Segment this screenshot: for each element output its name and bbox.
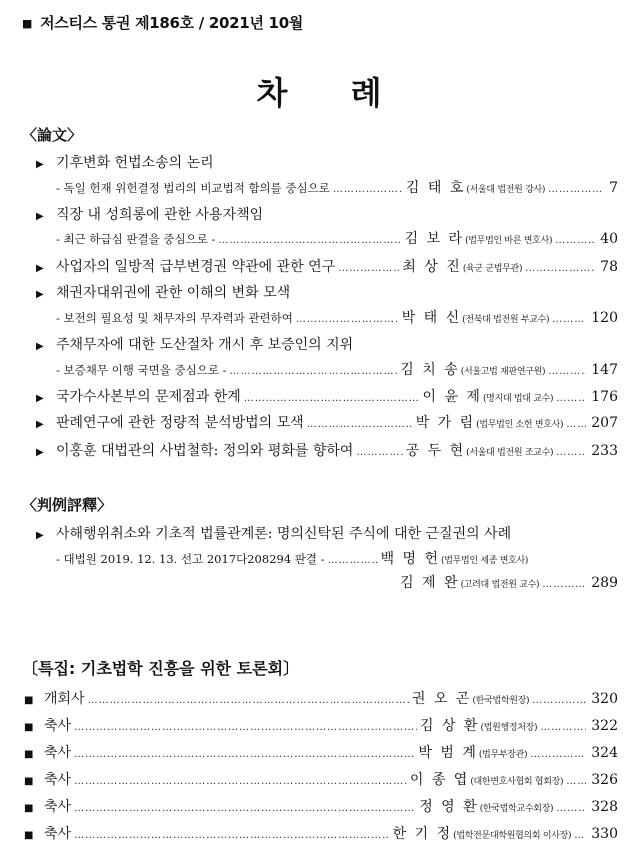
dot-leader <box>566 419 586 430</box>
triangle-bullet-icon: ▶ <box>36 419 44 430</box>
entry-page: 207 <box>591 415 618 431</box>
toc-entry[interactable] <box>24 823 618 843</box>
entry-title: 국가수사본부의 문제점과 한계 <box>56 389 241 405</box>
entry-affiliation: (한국법학원장) <box>472 696 530 706</box>
entry-title: 축사 <box>44 772 72 788</box>
triangle-bullet-icon: ▶ <box>36 263 44 274</box>
dot-leader <box>356 447 402 458</box>
entry-title: 직장 내 성희롱에 관한 사용자책임 <box>56 207 264 223</box>
entry-affiliation: (법무법인 소헌 변호사) <box>476 420 564 430</box>
entry-subtitle: - 대법원 2019. 12. 13. 선고 2017다208294 판결 - <box>56 552 325 566</box>
entry-author: 백 명 헌 <box>380 551 441 567</box>
entry-title: 개회사 <box>44 691 85 707</box>
dot-leader <box>74 776 407 787</box>
dot-leader <box>338 263 399 274</box>
entry-page: 233 <box>591 443 618 459</box>
entry-author: 박 가 림 <box>415 415 476 431</box>
dot-leader <box>542 579 586 590</box>
entry-affiliation: (한국법학교수회장) <box>479 804 554 814</box>
dot-leader <box>244 393 420 404</box>
triangle-bullet-icon: ▶ <box>36 530 44 541</box>
dot-leader <box>556 803 586 814</box>
entry-page: 324 <box>591 745 618 761</box>
dot-leader <box>530 749 586 760</box>
dot-leader <box>74 749 415 760</box>
square-bullet-icon: ■ <box>24 722 34 733</box>
dot-leader <box>556 447 586 458</box>
toc-entry[interactable] <box>36 386 618 406</box>
toc-entry-subtitle[interactable] <box>56 548 618 568</box>
entry-page: 176 <box>591 389 618 405</box>
square-bullet-icon: ■ <box>22 17 33 30</box>
entry-affiliation: (법무법인 세종 변호사) <box>441 556 529 566</box>
toc-entry-title[interactable] <box>36 152 618 172</box>
entry-title: 이홍훈 대법관의 사법철학: 정의와 평화를 향하여 <box>56 443 354 459</box>
entry-title: 축사 <box>44 718 72 734</box>
dot-leader <box>229 366 397 377</box>
toc-entry[interactable] <box>36 440 618 460</box>
entry-affiliation: (법원행정처장) <box>480 723 538 733</box>
dot-leader <box>74 830 390 841</box>
entry-author: 김 보 라 <box>404 231 465 247</box>
dot-leader <box>574 830 586 841</box>
square-bullet-icon: ■ <box>24 776 34 787</box>
dot-leader <box>88 695 409 706</box>
toc-entry[interactable] <box>24 796 618 816</box>
dot-leader <box>566 776 586 787</box>
entry-author: 박 범 계 <box>418 745 478 761</box>
dot-leader <box>218 235 401 246</box>
entry-affiliation: (명지대 법대 교수) <box>482 394 554 404</box>
entry-author: 이 윤 제 <box>422 389 482 405</box>
entry-page: 330 <box>591 826 618 842</box>
entry-affiliation: (대한변호사협회 협회장) <box>470 777 564 787</box>
entry-page: 320 <box>591 691 618 707</box>
entry-title: 사업자의 일방적 급부변경권 약관에 관한 연구 <box>56 259 336 275</box>
square-bullet-icon: ■ <box>24 749 34 760</box>
entry-page: 7 <box>609 180 618 196</box>
entry-title: 축사 <box>44 799 72 815</box>
page-title: 차 례 <box>256 74 408 112</box>
square-bullet-icon: ■ <box>24 695 34 706</box>
square-bullet-icon: ■ <box>24 803 34 814</box>
entry-page: 326 <box>591 772 618 788</box>
entry-affiliation: (서울대 법전원 강사) <box>466 185 546 195</box>
toc-entry-subtitle[interactable] <box>56 307 618 327</box>
entry-affiliation: (법무법인 바른 변호사) <box>465 236 553 246</box>
dot-leader <box>525 263 595 274</box>
toc-entry[interactable] <box>36 256 618 276</box>
section-heading-cases: 〈判例評釋〉 <box>22 496 113 514</box>
dot-leader <box>296 314 399 325</box>
dot-leader <box>333 184 403 195</box>
toc-entry-subtitle[interactable] <box>56 359 618 379</box>
entry-author: 박 태 신 <box>401 310 462 326</box>
dot-leader <box>74 722 417 733</box>
entry-title: 판례연구에 관한 정량적 분석방법의 모색 <box>56 415 304 431</box>
entry-author: 김 태 호 <box>405 180 466 196</box>
entry-author: 한 기 정 <box>392 826 453 842</box>
entry-author: 김 상 환 <box>419 718 480 734</box>
triangle-bullet-icon: ▶ <box>36 211 44 222</box>
entry-title: 기후변화 헌법소송의 논리 <box>56 155 214 171</box>
entry-author: 최 상 진 <box>402 259 462 275</box>
entry-affiliation: (법학전문대학원협의회 이사장) <box>453 831 572 841</box>
dot-leader <box>540 722 586 733</box>
section-heading-special: 〔특집: 기초법학 진흥을 위한 토론회〕 <box>22 659 300 678</box>
square-bullet-icon: ■ <box>24 830 34 841</box>
dot-leader <box>74 803 416 814</box>
toc-entry-title[interactable] <box>36 204 618 224</box>
section-heading-articles: 〈論文〉 <box>22 126 83 144</box>
dot-leader <box>328 555 378 566</box>
entry-author: 공 두 현 <box>405 443 466 459</box>
toc-entry-title[interactable] <box>36 282 618 302</box>
toc-entry-subtitle[interactable] <box>56 228 618 248</box>
journal-header-text: 저스티스 통권 제186호 / 2021년 10월 <box>40 14 304 32</box>
toc-entry[interactable] <box>24 715 618 735</box>
dot-leader <box>555 235 595 246</box>
entry-subtitle: - 보전의 필요성 및 채무자의 무자력과 관련하여 <box>56 311 293 325</box>
dot-leader <box>548 366 586 377</box>
entry-page: 328 <box>591 799 618 815</box>
entry-author: 김 치 송 <box>400 362 460 378</box>
dot-leader <box>548 184 604 195</box>
toc-entry[interactable] <box>24 769 618 789</box>
entry-page: 40 <box>600 231 618 247</box>
toc-entry[interactable] <box>24 688 618 708</box>
toc-entry-coauthor[interactable] <box>330 572 618 592</box>
entry-title: 채권자대위권에 관한 이해의 변화 모색 <box>56 285 291 301</box>
entry-title: 사해행위취소와 기초적 법률관계론: 명의신탁된 주식에 대한 근질권의 사례 <box>56 526 512 542</box>
triangle-bullet-icon: ▶ <box>36 341 44 352</box>
entry-affiliation: (전북대 법전원 부교수) <box>462 315 550 325</box>
entry-author: 권 오 곤 <box>411 691 472 707</box>
entry-author: 이 종 엽 <box>409 772 470 788</box>
triangle-bullet-icon: ▶ <box>36 159 44 170</box>
dot-leader <box>556 393 586 404</box>
entry-affiliation: (법무부장관) <box>478 750 528 760</box>
entry-affiliation: (서울고법 재판연구원) <box>460 367 546 377</box>
entry-subtitle: - 독일 헌재 위헌결정 법리의 비교법적 함의를 중심으로 <box>56 181 330 195</box>
entry-page: 120 <box>591 310 618 326</box>
toc-entry-title[interactable] <box>36 523 618 543</box>
entry-affiliation: (서울대 법전원 조교수) <box>466 448 554 458</box>
entry-author: 정 영 환 <box>419 799 479 815</box>
entry-affiliation: (육군 군법무관) <box>462 264 523 274</box>
toc-entry-title[interactable] <box>36 334 618 354</box>
dot-leader <box>532 695 586 706</box>
entry-subtitle: - 최근 하급심 판결을 중심으로 - <box>56 232 216 246</box>
entry-page: 78 <box>600 259 618 275</box>
toc-entry[interactable] <box>24 742 618 762</box>
journal-header <box>22 12 303 33</box>
entry-page: 322 <box>591 718 618 734</box>
toc-entry-subtitle[interactable] <box>56 177 618 197</box>
triangle-bullet-icon: ▶ <box>36 393 44 404</box>
entry-affiliation: (고려대 법전원 교수) <box>460 580 540 590</box>
entry-title: 주채무자에 대한 도산절차 개시 후 보증인의 지위 <box>56 337 354 353</box>
entry-subtitle: - 보증채무 이행 국면을 중심으로 - <box>56 363 227 377</box>
triangle-bullet-icon: ▶ <box>36 289 44 300</box>
entry-title: 축사 <box>44 745 72 761</box>
triangle-bullet-icon: ▶ <box>36 447 44 458</box>
entry-title: 축사 <box>44 826 72 842</box>
entry-page: 147 <box>591 362 618 378</box>
dot-leader <box>307 419 413 430</box>
entry-page: 289 <box>591 575 618 591</box>
entry-author: 김 제 완 <box>400 575 460 591</box>
dot-leader <box>552 314 586 325</box>
toc-entry[interactable] <box>36 412 618 432</box>
